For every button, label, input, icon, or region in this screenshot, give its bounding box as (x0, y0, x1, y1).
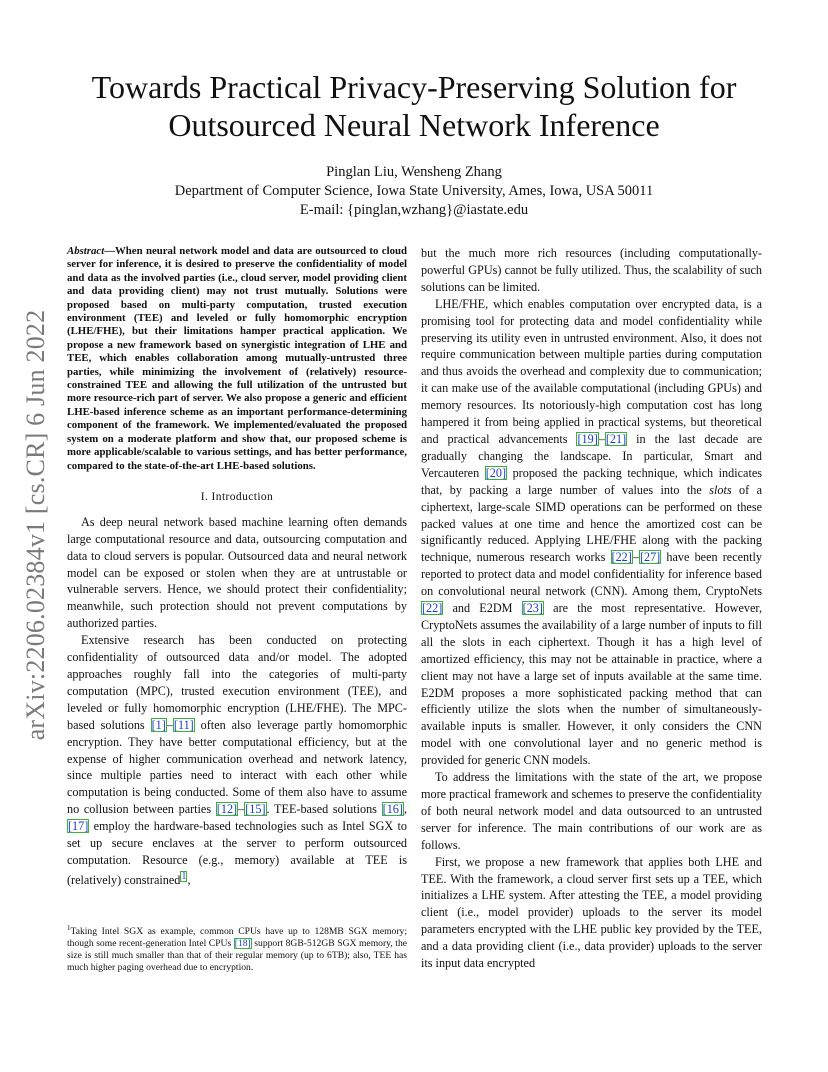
arxiv-identifier-text: arXiv:2206.02384v1 [cs.CR] 6 Jun 2022 (21, 309, 50, 741)
citation-link[interactable]: [17] (68, 819, 89, 834)
citation-link[interactable]: [11] (173, 717, 194, 732)
intro-paragraph-1: As deep neural network based machine learning often demands large computational resource and data, outsourcing computation and data to cloud servers is popular. Outsourced data and neural network model can be exposed or stolen when they are at untrustable or vulnerable servers. Hence, we should protect their confidentiality; meanwhile, such protection should not prevent computations by authorized parties. (67, 514, 407, 631)
citation-link[interactable]: [22] (611, 550, 632, 565)
citation-link[interactable]: [23] (522, 601, 543, 616)
paper-title (0, 68, 828, 144)
right-p1-text-c: proposed the packing technique, which indicates that, by packing a large number of values into the (421, 465, 762, 497)
paper-title-line-1: Towards Practical Privacy-Preserving Solution for (91, 69, 737, 105)
citation-link[interactable]: [19] (577, 431, 598, 446)
author-email: E-mail: {pinglan,wzhang}@iastate.edu (299, 202, 529, 218)
intro-p2-text-e: , (187, 872, 191, 887)
intro-p2-text-c: . TEE-based solutions (266, 802, 382, 817)
citation-link[interactable]: [15] (245, 802, 266, 817)
right-p1-text-d: of a ciphertext, large-scale SIMD operations can be performed on these packed values at one time and hence the amortized cost can be significantly reduced. Applying LHE/FHE along with the packing technique, numerous research works (421, 482, 762, 565)
citation-link[interactable]: [18] (234, 938, 251, 950)
emphasis-slots: slots (709, 482, 732, 497)
citation-link[interactable]: [20] (485, 465, 507, 480)
right-paragraph-0: but the much more rich resources (including computationally-powerful GPUs) cannot be fully utilized. Thus, the scalability of such solutions can be limited. (421, 246, 762, 294)
citation-link[interactable]: [21] (605, 431, 627, 446)
footnote-text-b: support 8GB-512GB SGX memory, the size is still much smaller than that of their regular memory (up to 6TB); also, TEE has much higher paging overhead due to encryption. (67, 938, 407, 974)
intro-p2-text-b: often also leverage partly homomorphic encryption. They have better computational efficiency, but at the expense of higher communication overhead and network latency, since multiple parties need to interact with each other while computation is being conducted. Some of them also have to assume no collusion between parties (67, 717, 407, 817)
intro-p2-text-d: employ the hardware-based technologies such as Intel SGX to set up secure enclaves at the server to perform outsourced computation. Resource (e.g., memory) available at TEE is (relatively) constrained (67, 819, 407, 887)
intro-p2-text-a: Extensive research has been conducted on protecting confidentiality of outsourced data and/or model. The adopted approaches roughly fall into the categories of multi-party computation (MPC), trusted execution environment (TEE), and leveled or fully homomorphic encryption (LHE/FHE). The MPC-based solutions (67, 633, 407, 732)
intro-paragraph-2 (67, 632, 407, 889)
footnote-link[interactable]: 1 (181, 870, 187, 882)
footnote-text-a: Taking Intel SGX as example, common CPUs have up to 128MB SGX memory; though some recent-generation Intel CPUs (67, 926, 407, 950)
abstract (67, 245, 407, 473)
right-paragraph-1 (421, 296, 762, 769)
citation-dash: – (632, 550, 639, 565)
author-names: Pinglan Liu, Wensheng Zhang (326, 164, 502, 180)
right-p1-text-b: in the last decade are gradually changing the landscape. In particular, Smart and Vercauteren (421, 431, 762, 480)
citation-link[interactable]: [22] (422, 601, 443, 616)
paper-title-line-2: Outsourced Neural Network Inference (168, 107, 660, 143)
citation-link[interactable]: [1] (151, 717, 166, 732)
footnote-mark: 1 (67, 924, 71, 932)
citation-link[interactable]: [12] (216, 802, 238, 817)
right-p1-text-g: are the most representative. However, CryptoNets assumes the availability of a large number of inputs to fill all the slots in each ciphertext. Though it has a high level of amortized efficiency, this may not be attainable in practice, where a client may not have a large set of inputs available at the same time. E2DM proposes a more sophisticated packing method that can efficiently utilize the slots when the number of simultaneously-available inputs is smaller. However, it only considers the CNN model with one convolutional layer and no generic method is provided for generic CNN models. (421, 601, 762, 768)
right-paragraph-2: To address the limitations with the state of the art, we propose more practical framework and schemes to preserve the confidentiality of both neural network model and data outsourced to an untrusted server for inference. The main contributions of our work are as follows. (421, 770, 762, 852)
author-block (0, 163, 828, 220)
section-heading-introduction: I. Introduction (200, 490, 274, 503)
right-p1-text-e: have been recently reported to protect data and model confidentiality for inference based on convolutional neural network (CNN). Among them, CryptoNets (421, 550, 762, 599)
footnote (67, 922, 407, 975)
citation-link[interactable]: [16] (382, 802, 403, 817)
citation-dash: – (166, 717, 173, 732)
right-p1-text-f: and E2DM (443, 601, 522, 616)
citation-dash: – (238, 802, 245, 817)
citation-link[interactable]: [27] (639, 550, 661, 565)
right-p1-text-a: LHE/FHE, which enables computation over encrypted data, is a promising tool for protecting data and model confidentiality while preserving its utility even in untrusted environment. Also, it does not require communication between multiple parties during computation and thus avoids the overhead and complexity due to communication; it can make use of the available computational (including GPUs) and memory resources. Its notoriously-high computation cost has long hampered it from being applied in practical systems, but theoretical and practical advancements (421, 296, 762, 446)
citation-dash: – (598, 431, 605, 446)
author-affiliation: Department of Computer Science, Iowa State University, Ames, Iowa, USA 50011 (174, 183, 654, 199)
abstract-lead: Abstract (67, 245, 105, 257)
left-column (67, 245, 407, 889)
abstract-text: —When neural network model and data are outsourced to cloud server for inference, it is desired to preserve the confidentiality of model and data as the involved parties (i.e., cloud server, model providing client and data providing client) may not trust mutually. Solutions were proposed based on multi-party computation, trusted execution environment (TEE) and leveled or fully homomorphic encryption (LHE/FHE), but their limitations hamper practical application. We propose a new framework based on synergistic integration of LHE and TEE, which enables collaboration among mutually-untrusted three parties, while minimizing the involvement of (relatively) resource-constrained TEE and allowing the full utilization of the untrusted but more resource-rich part of server. We also propose a generic and efficient LHE-based inference scheme as an important performance-determining component of the framework. We implemented/evaluated the proposed system on a moderate platform and show that, our proposed scheme is more applicable/scalable to various settings, and has better performance, compared to the state-of-the-art LHE-based solutions. (67, 245, 407, 472)
arxiv-identifier-stamp (16, 295, 56, 755)
citation-separator: , (403, 802, 407, 817)
right-column (421, 245, 762, 972)
right-paragraph-3: First, we propose a new framework that applies both LHE and TEE. With the framework, a cloud server first sets up a TEE, which initializes a LHE system. After attesting the TEE, a model providing client (i.e., model provider) uploads to the server its model parameters encrypted with the LHE public key provided by the TEE, and a data providing client (i.e., data provider) uploads to the server its input data encrypted (421, 854, 762, 971)
